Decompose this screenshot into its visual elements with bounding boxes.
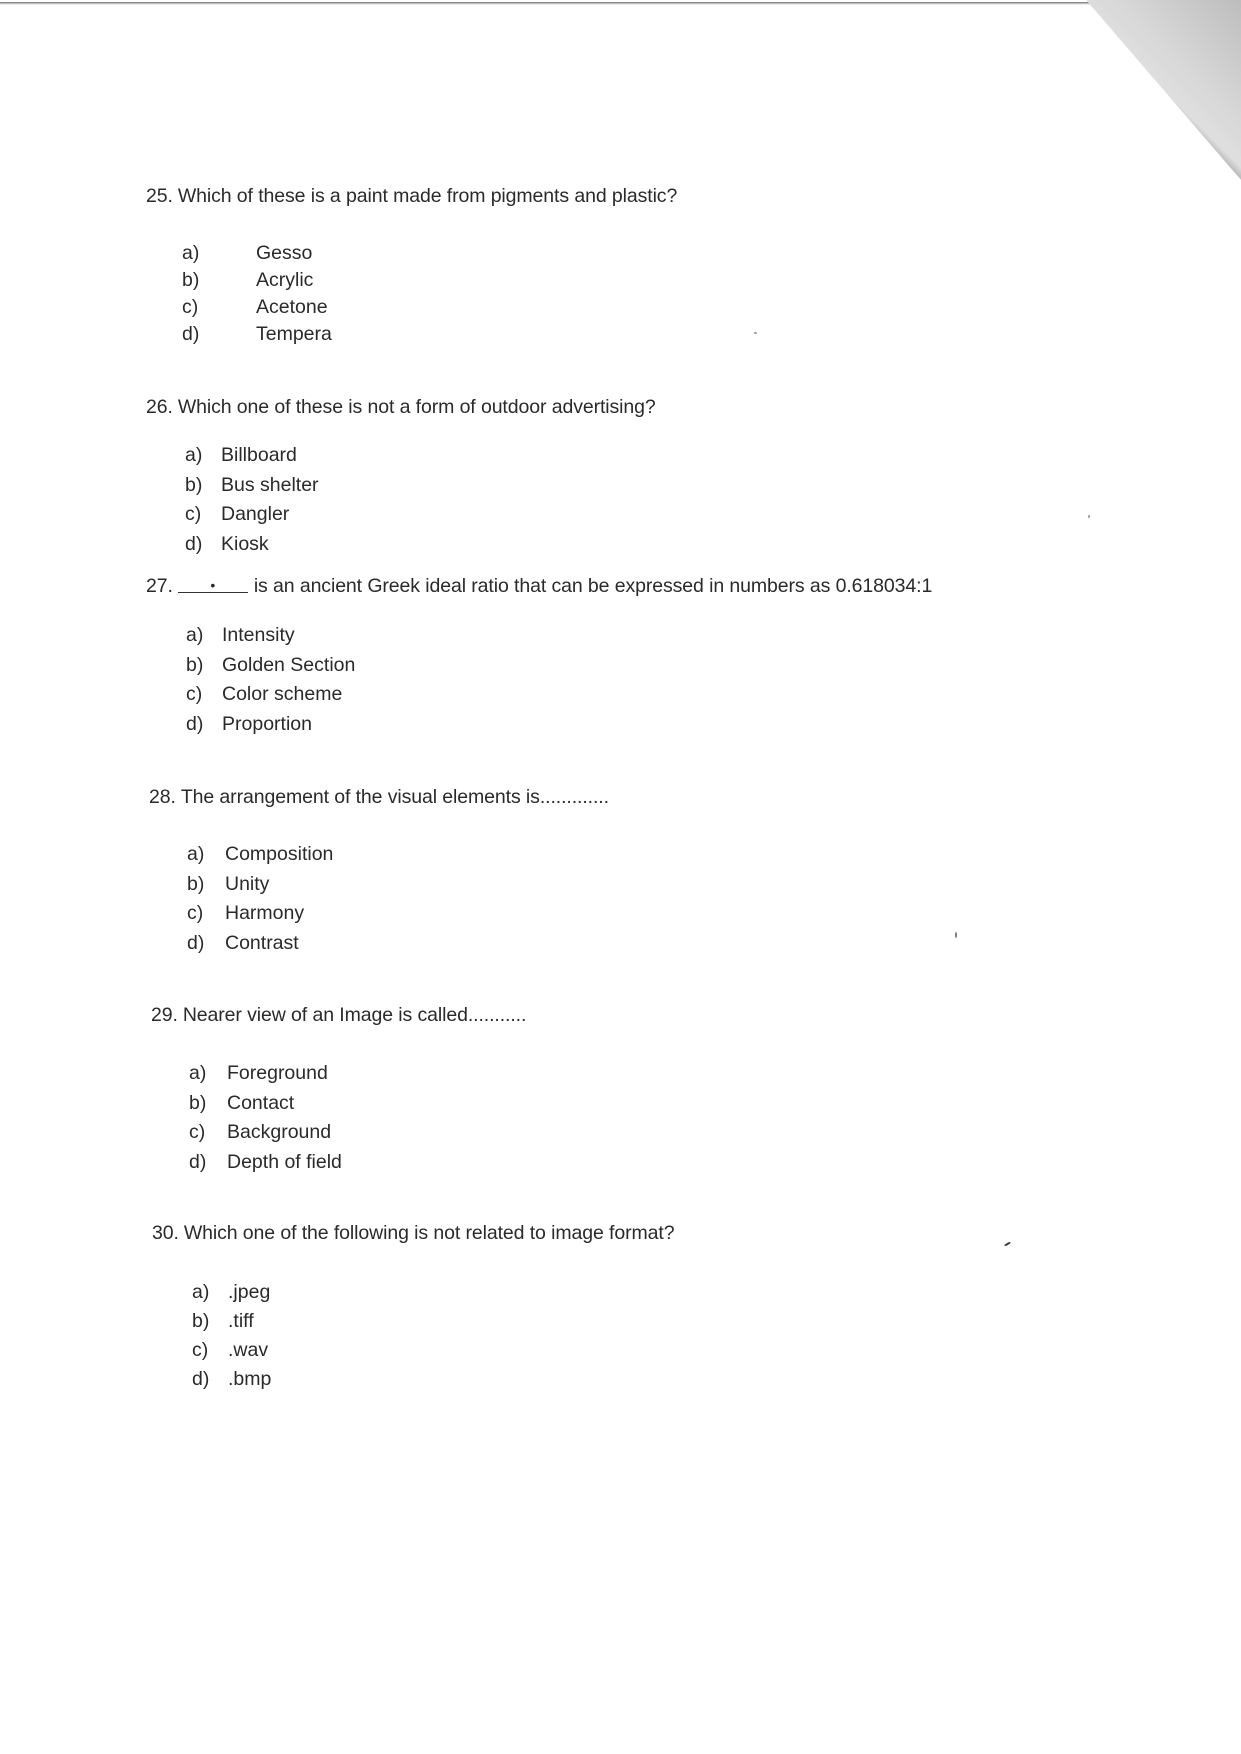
option-27-c[interactable] xyxy=(186,680,355,710)
option-label: .bmp xyxy=(228,1368,272,1390)
question-number: 25. xyxy=(146,185,173,207)
option-letter: b) xyxy=(192,1310,210,1332)
option-28-d[interactable] xyxy=(187,929,333,959)
question-text: Which of these is a paint made from pigments and plastic? xyxy=(177,185,678,207)
options-27 xyxy=(186,621,355,739)
option-letter: a) xyxy=(185,444,203,466)
option-label: Contact xyxy=(227,1091,295,1114)
question-29 xyxy=(151,1004,526,1027)
question-number: 27. xyxy=(146,575,173,597)
option-label: Intensity xyxy=(222,624,295,646)
options-26 xyxy=(185,441,319,559)
option-27-d[interactable] xyxy=(186,710,355,740)
option-28-a[interactable] xyxy=(187,840,333,870)
option-label: Acrylic xyxy=(256,269,314,291)
option-label: Unity xyxy=(225,872,270,895)
option-letter: d) xyxy=(185,532,203,555)
option-letter: b) xyxy=(189,1091,207,1114)
option-29-d[interactable] xyxy=(189,1148,342,1178)
option-26-d[interactable] xyxy=(185,530,319,560)
option-letter: c) xyxy=(187,902,204,924)
option-label: Composition xyxy=(225,843,334,865)
scan-speck xyxy=(955,932,957,938)
option-label: Tempera xyxy=(256,323,332,345)
option-27-a[interactable] xyxy=(186,621,355,651)
option-letter: b) xyxy=(182,269,200,291)
option-letter: b) xyxy=(187,872,205,895)
option-label: Foreground xyxy=(227,1062,328,1084)
question-text: Which one of the following is not related to image format? xyxy=(183,1222,675,1244)
option-label: Gesso xyxy=(256,242,313,264)
option-25-c[interactable] xyxy=(182,294,332,321)
option-label: Dangler xyxy=(221,503,290,525)
option-letter: d) xyxy=(192,1368,210,1390)
option-letter: c) xyxy=(185,503,202,525)
option-label: Depth of field xyxy=(227,1150,342,1173)
option-letter: b) xyxy=(186,653,204,676)
option-28-c[interactable] xyxy=(187,899,333,929)
options-28 xyxy=(187,840,333,958)
question-28 xyxy=(149,786,609,809)
option-letter: c) xyxy=(189,1121,206,1143)
option-label: Kiosk xyxy=(221,532,269,555)
option-letter: c) xyxy=(182,296,199,318)
option-30-d[interactable] xyxy=(192,1365,271,1394)
option-label: Billboard xyxy=(221,444,297,466)
options-29 xyxy=(189,1059,342,1177)
option-30-b[interactable] xyxy=(192,1307,271,1336)
option-25-b[interactable] xyxy=(182,267,332,294)
option-29-a[interactable] xyxy=(189,1059,342,1089)
option-label: Contrast xyxy=(225,931,299,954)
option-letter: a) xyxy=(192,1281,210,1303)
option-letter: b) xyxy=(185,473,203,496)
question-number: 26. xyxy=(146,396,173,418)
question-26 xyxy=(146,396,656,419)
fold-shadow xyxy=(1065,0,1241,180)
option-letter: a) xyxy=(187,843,205,865)
question-number: 29. xyxy=(151,1004,178,1026)
option-letter: a) xyxy=(189,1062,207,1084)
option-letter: a) xyxy=(186,624,204,646)
scan-speck xyxy=(754,332,757,334)
option-letter: a) xyxy=(182,242,200,264)
option-label: Color scheme xyxy=(222,683,343,705)
option-letter: d) xyxy=(182,323,200,345)
option-27-b[interactable] xyxy=(186,651,355,681)
option-label: Proportion xyxy=(222,712,312,735)
option-letter: d) xyxy=(186,712,204,735)
answer-blank[interactable]: • xyxy=(178,578,248,593)
option-26-b[interactable] xyxy=(185,471,319,501)
option-29-b[interactable] xyxy=(189,1089,342,1119)
option-label: Golden Section xyxy=(222,653,356,676)
option-label: .tiff xyxy=(228,1310,254,1332)
question-30 xyxy=(152,1222,674,1245)
option-26-c[interactable] xyxy=(185,500,319,530)
option-label: Background xyxy=(227,1121,332,1143)
question-text: Nearer view of an Image is called........... xyxy=(182,1004,527,1026)
option-29-c[interactable] xyxy=(189,1118,342,1148)
option-letter: d) xyxy=(189,1150,207,1173)
options-25 xyxy=(182,240,332,348)
option-25-a[interactable] xyxy=(182,240,332,267)
option-label: Harmony xyxy=(225,902,305,924)
option-letter: d) xyxy=(187,931,205,954)
option-label: Acetone xyxy=(256,296,328,318)
option-30-a[interactable] xyxy=(192,1278,271,1307)
option-label: .wav xyxy=(228,1339,269,1361)
scan-speck xyxy=(1004,1241,1011,1246)
question-25 xyxy=(146,185,677,208)
scan-speck xyxy=(1088,515,1090,518)
question-number: 30. xyxy=(152,1222,179,1244)
question-text: Which one of these is not a form of outdoor advertising? xyxy=(177,396,656,418)
option-30-c[interactable] xyxy=(192,1336,271,1365)
option-25-d[interactable] xyxy=(182,321,332,348)
option-label: .jpeg xyxy=(228,1281,271,1303)
options-30 xyxy=(192,1278,271,1394)
question-text: The arrangement of the visual elements is............. xyxy=(180,786,609,808)
scan-top-edge xyxy=(0,2,1241,5)
option-28-b[interactable] xyxy=(187,870,333,900)
question-27 xyxy=(146,575,932,598)
option-26-a[interactable] xyxy=(185,441,319,471)
question-number: 28. xyxy=(149,786,176,808)
option-letter: c) xyxy=(186,683,203,705)
option-label: Bus shelter xyxy=(221,473,319,496)
question-text: is an ancient Greek ideal ratio that can be expressed in numbers as 0.618034:1 xyxy=(253,575,933,597)
option-letter: c) xyxy=(192,1339,209,1361)
